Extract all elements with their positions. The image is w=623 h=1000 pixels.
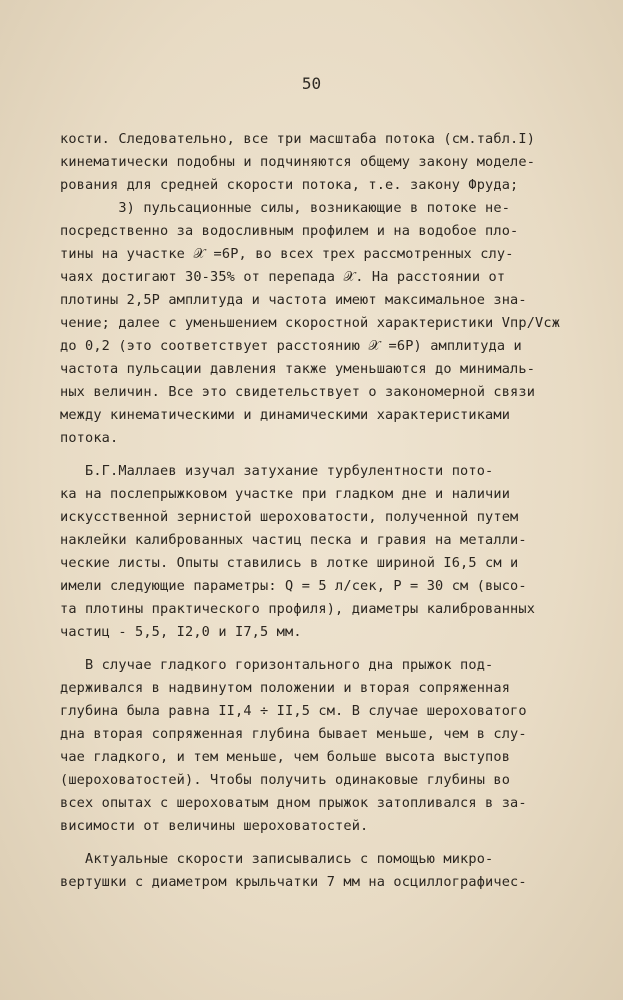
text-line: частиц - 5,5, I2,0 и I7,5 мм. bbox=[60, 624, 302, 640]
text-line: кинематически подобны и подчиняются общему закону моделе- bbox=[60, 154, 536, 170]
text-line: чаях достигают 30-35% от перепада 𝒳. На расстоянии от bbox=[60, 269, 506, 285]
text-line: ка на послепрыжковом участке при гладком дне и наличии bbox=[60, 486, 511, 502]
text-line: 3) пульсационные силы, возникающие в потоке не- bbox=[60, 200, 511, 216]
body-text bbox=[60, 128, 590, 894]
text-line: чае гладкого, и тем меньше, чем больше высота выступов bbox=[60, 749, 511, 765]
text-line: Б.Г.Маллаев изучал затухание турбулентности пото- bbox=[60, 463, 494, 479]
text-line: чение; далее с уменьшением скоростной характеристики Vпр/Vсж bbox=[60, 315, 561, 331]
text-line: вертушки с диаметром крыльчатки 7 мм на осциллографичес- bbox=[60, 874, 527, 890]
text-line: между кинематическими и динамическими характеристиками bbox=[60, 407, 511, 423]
page-number: 50 bbox=[301, 74, 322, 93]
text-line: до 0,2 (это соответствует расстоянию 𝒳 =6P) амплитуда и bbox=[60, 338, 522, 354]
text-line: посредственно за водосливным профилем и на водобое пло- bbox=[60, 223, 519, 239]
text-line: плотины 2,5P амплитуда и частота имеют максимальное зна- bbox=[60, 292, 527, 308]
text-line: висимости от величины шероховатостей. bbox=[60, 818, 369, 834]
text-line: ческие листы. Опыты ставились в лотке шириной I6,5 см и bbox=[60, 555, 519, 571]
text-line: глубина была равна II,4 ÷ II,5 см. В случае шероховатого bbox=[60, 703, 527, 719]
text-line: частота пульсации давления также уменьшаются до минималь- bbox=[60, 361, 536, 377]
text-line: дна вторая сопряженная глубина бывает меньше, чем в слу- bbox=[60, 726, 527, 742]
text-line: тины на участке 𝒳 =6P, во всех трех рассмотренных слу- bbox=[60, 246, 514, 262]
text-line: та плотины практического профиля), диаметры калиброванных bbox=[60, 601, 536, 617]
text-line: кости. Следовательно, все три масштаба потока (см.табл.I) bbox=[60, 131, 536, 147]
text-line: потока. bbox=[60, 430, 119, 446]
text-line: искусственной зернистой шероховатости, полученной путем bbox=[60, 509, 519, 525]
text-line: рования для средней скорости потока, т.е. закону Фруда; bbox=[60, 177, 519, 193]
text-line: наклейки калиброванных частиц песка и гравия на металли- bbox=[60, 532, 527, 548]
text-line: (шероховатостей). Чтобы получить одинаковые глубины во bbox=[60, 772, 511, 788]
text-line: всех опытах с шероховатым дном прыжок затопливался в за- bbox=[60, 795, 527, 811]
text-line: ных величин. Все это свидетельствует о закономерной связи bbox=[60, 384, 536, 400]
text-line: В случае гладкого горизонтального дна прыжок под- bbox=[60, 657, 494, 673]
text-line: держивался в надвинутом положении и вторая сопряженная bbox=[60, 680, 511, 696]
text-line: имели следующие параметры: Q = 5 л/сек, P = 30 см (высо- bbox=[60, 578, 527, 594]
text-line: Актуальные скорости записывались с помощью микро- bbox=[60, 851, 494, 867]
